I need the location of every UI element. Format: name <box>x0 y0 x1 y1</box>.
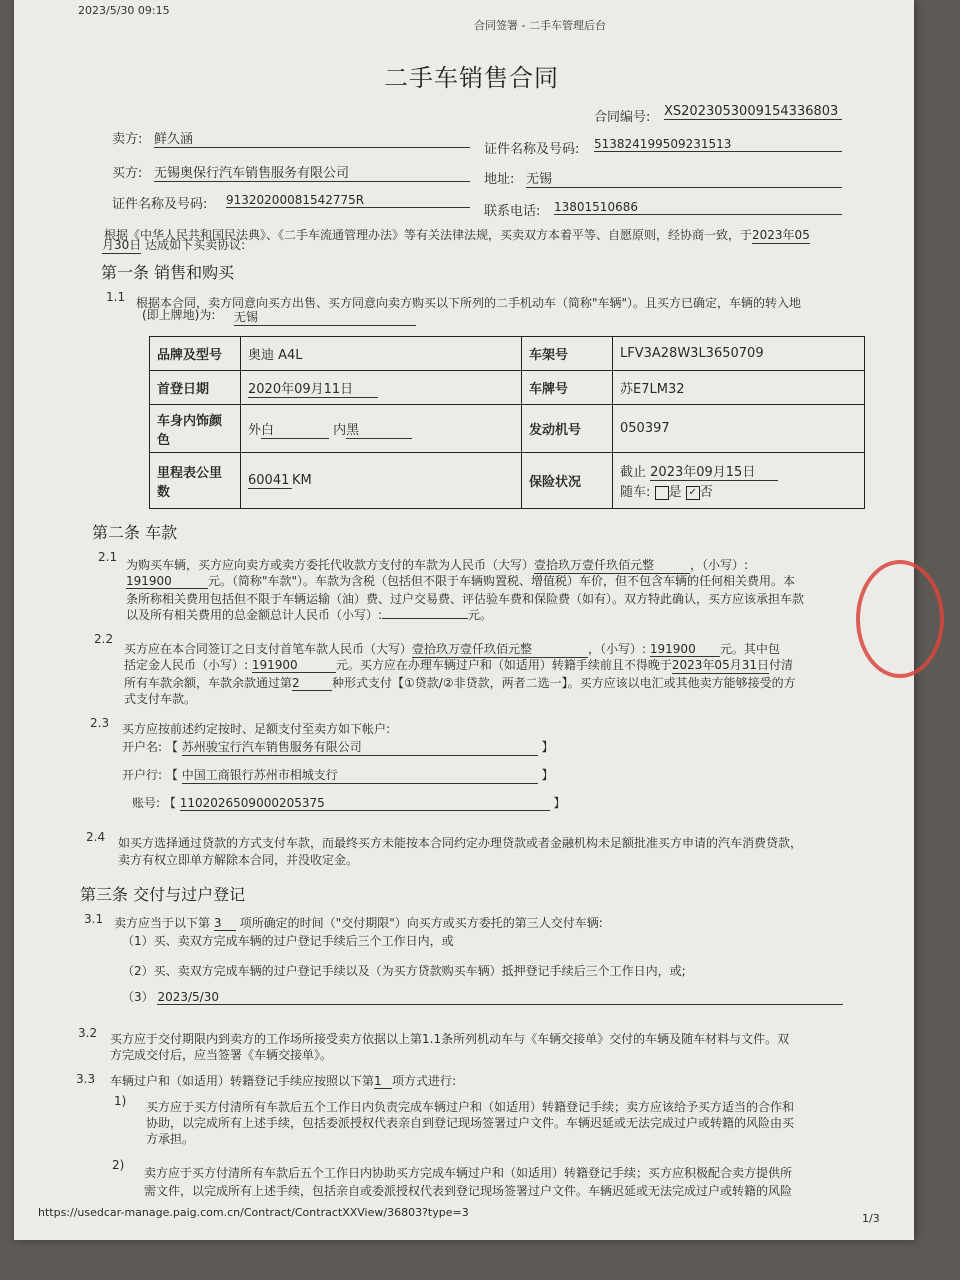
method-2-a: 卖方应于买方付清所有车款后五个工作日内协助买方完成车辆过户和（如适用）转籍登记手续；买方应积极配合卖方提供所 <box>144 1166 793 1180</box>
phone: 13801510686 <box>554 200 842 215</box>
option-2: （2）买、卖双方完成车辆的过户登记手续以及（为买方贷款购买车辆）抵押登记手续后三个工作日内，或; <box>122 964 686 978</box>
clause-number: 2.4 <box>86 830 106 844</box>
clause-2-3: 买方应按前述约定按时、足额支付至卖方如下帐户: <box>122 722 391 736</box>
clause-1-1-text: 根据本合同，卖方同意向买方出售、买方同意向卖方购买以下所列的二手机动车（简称"车辆"）。且买方已确定，车辆的转入地 <box>136 296 802 310</box>
clause-3-3: 车辆过户和（如适用）转籍登记手续应按照以下第1 项方式进行: <box>110 1074 457 1088</box>
article-1-title: 第一条 销售和购买 <box>101 263 235 282</box>
clause-3-1: 卖方应当于以下第 3 项所确定的时间（"交付期限"）向买方或买方委托的第三人交付车辆: <box>114 916 603 930</box>
account-row: 账号: 【 1102026509000205375 】 <box>132 796 566 810</box>
reg-date-label: 首登日期 <box>150 371 241 405</box>
mileage-value: 60041 KM <box>241 453 522 509</box>
clause-2-2-a: 买方应在本合同签订之日支付首笔车款人民币（大写）壹拾玖万壹仟玖佰元整 ，（小写）: 191900 元。其中包 <box>124 642 780 656</box>
clause-1-1-text-2: (即上牌地)为: <box>142 308 216 322</box>
seller-id-label: 证件名称及号码: <box>484 142 580 157</box>
contract-no-label: 合同编号: <box>594 110 651 125</box>
clause-2-4-a: 如买方选择通过贷款的方式支付车款，而最终买方未能按本合同约定办理贷款或者金融机构未足额批准买方申请的汽车消费贷款， <box>118 836 803 850</box>
method-1-a: 买方应于买方付清所有车款后五个工作日内负责完成车辆过户和（如适用）转籍登记手续；卖方应该给予买方适当的合作和 <box>146 1100 795 1114</box>
no-checkbox: ✓ <box>686 486 700 500</box>
bank-row: 开户行: 【 中国工商银行苏州市相城支行 】 <box>122 768 554 782</box>
brand-label: 品牌及型号 <box>150 337 241 371</box>
insurance-label: 保险状况 <box>522 453 613 509</box>
article-2-title: 第二条 车款 <box>92 523 178 542</box>
engine-label: 发动机号 <box>522 405 613 453</box>
clause-number: 3.1 <box>84 912 104 926</box>
clause-number: 3.2 <box>78 1026 98 1040</box>
clause-2-2-b: 括定金人民币（小写）: 191900 元。买方应在办理车辆过户和（如适用）转籍手续前且不得晚于2023年05月31日付清 <box>124 658 793 672</box>
method-2-b: 需文件，以完成所有上述手续，包括亲自或委派授权代表到登记现场签署过户文件。车辆迟延或无法完成过户或转籍的风险 <box>144 1184 793 1198</box>
clause-2-1-d: 以及所有相关费用的总金额总计人民币（小写）: 元。 <box>126 608 493 622</box>
page-title: 二手车销售合同 <box>384 64 559 92</box>
seller-label: 卖方: <box>112 132 143 147</box>
method-1-b: 协助，以完成所有上述手续，包括委派授权代表亲自到登记现场签署过户文件。车辆迟延或无法完成过户或转籍的风险由买 <box>146 1116 795 1130</box>
clause-number: 2.1 <box>98 550 118 564</box>
intro-text: 根据《中华人民共和国民法典》、《二手车流通管理办法》等有关法律法规，买卖双方本着平等、自愿原则，经协商一致，于2023年05 <box>104 228 810 242</box>
yes-checkbox <box>655 486 669 500</box>
vin-value: LFV3A28W3L3650709 <box>613 337 865 371</box>
footer-url: https://usedcar-manage.paig.com.cn/Contract/ContractXXView/36803?type=3 <box>38 1206 469 1219</box>
reg-date-value: 2020年09月11日 <box>241 371 522 405</box>
system-header: 合同签署 - 二手车管理后台 <box>474 19 606 32</box>
brand-value: 奥迪 A4L <box>241 337 522 371</box>
buyer-name: 无锡奥保行汽车销售服务有限公司 <box>154 162 470 182</box>
method-1-num: 1) <box>114 1094 127 1108</box>
seller-name: 鲜久涵 <box>154 128 470 148</box>
buyer-id-label: 证件名称及号码: <box>112 197 208 212</box>
address: 无锡 <box>526 168 842 188</box>
account-name-row: 开户名: 【 苏州骏宝行汽车销售服务有限公司 】 <box>122 740 554 754</box>
clause-2-1-c: 条所称相关费用包括但不限于车辆运输（油）费、过户交易费、评估验车费和保险费（如有）。双方特此确认，买方应该承担车款 <box>126 592 805 606</box>
contract-no: XS2023053009154336803 <box>664 104 842 120</box>
option-1: （1）买、卖双方完成车辆的过户登记手续后三个工作日内，或 <box>122 934 454 948</box>
phone-label: 联系电话: <box>484 204 541 219</box>
method-2-num: 2) <box>112 1158 125 1172</box>
plate-label: 车牌号 <box>522 371 613 405</box>
engine-value: 050397 <box>613 405 865 453</box>
clause-2-2-c: 所有车款余额，车款余款通过第2 种形式支付【①贷款/②非贷款，两者二选一】。买方应该以电汇或其他卖方能够接受的方 <box>124 676 796 690</box>
clause-number: 2.2 <box>94 632 114 646</box>
transfer-city: 无锡 <box>234 308 416 326</box>
clause-2-4-b: 卖方有权立即单方解除本合同，并没收定金。 <box>118 853 359 867</box>
mileage-label: 里程表公里数 <box>150 453 241 509</box>
method-1-c: 方承担。 <box>146 1132 195 1146</box>
clause-2-1-b: 191900 元。（简称"车款"）。车款为含税（包括但不限于车辆购置税、增值税）车价，但不包含车辆的任何相关费用。本 <box>126 574 796 588</box>
article-3-title: 第三条 交付与过户登记 <box>80 885 246 904</box>
insurance-value: 截止 2023年09月15日 随车: 是 ✓ 否 <box>613 453 865 509</box>
vehicle-table <box>149 336 865 509</box>
clause-3-2-b: 方完成交付后，应当签署《车辆交接单》。 <box>110 1048 333 1062</box>
page-number: 1/3 <box>862 1212 880 1225</box>
clause-2-2-d: 式支付车款。 <box>124 692 197 706</box>
red-seal-stamp <box>856 560 944 678</box>
clause-3-2-a: 买方应于交付期限内到卖方的工作场所接受卖方依据以上第1.1条所列机动车与《车辆交接单》交付的车辆及随车材料与文件。双 <box>110 1032 790 1046</box>
color-value: 外白 内黑 <box>241 405 522 453</box>
buyer-id: 91320200081542775R <box>226 193 470 208</box>
clause-number: 3.3 <box>76 1072 96 1086</box>
option-3: （3） 2023/5/30 <box>122 988 843 1005</box>
contract-page <box>14 0 914 1240</box>
buyer-label: 买方: <box>112 166 143 181</box>
intro-text-2: 月30日 达成如下买卖协议: <box>102 238 246 252</box>
clause-number: 1.1 <box>106 290 126 304</box>
address-label: 地址: <box>484 172 515 187</box>
print-datetime: 2023/5/30 09:15 <box>78 4 170 17</box>
plate-value: 苏E7LM32 <box>613 371 865 405</box>
clause-number: 2.3 <box>90 716 110 730</box>
seller-id: 513824199509231513 <box>594 137 842 152</box>
vin-label: 车架号 <box>522 337 613 371</box>
color-label: 车身内饰颜色 <box>150 405 241 453</box>
clause-2-1-a: 为购买车辆，买方应向卖方或卖方委托代收款方支付的车款为人民币（大写）壹拾玖万壹仟玖佰元整 ，（小写）: <box>126 558 749 572</box>
